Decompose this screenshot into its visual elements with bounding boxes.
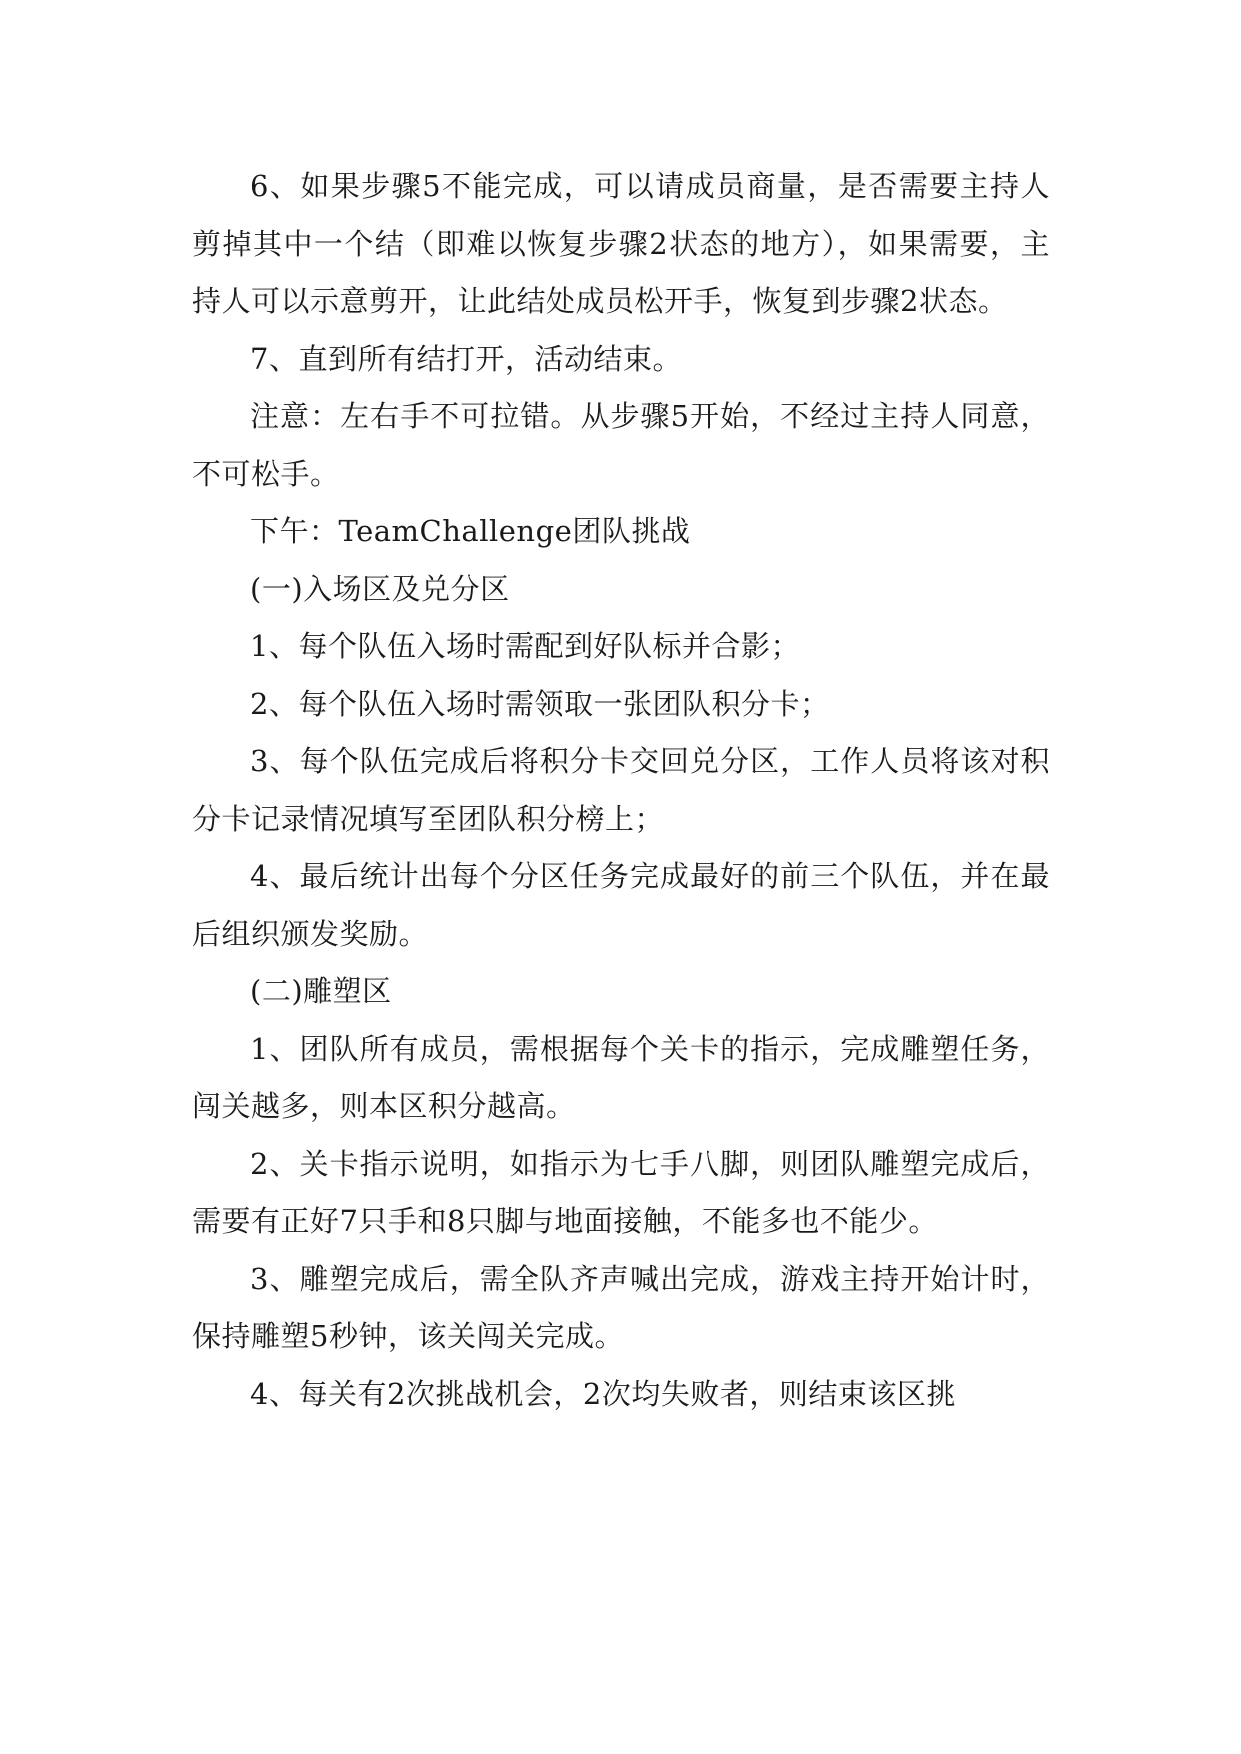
paragraph-step-6: 6、如果步骤5不能完成，可以请成员商量，是否需要主持人剪掉其中一个结（即难以恢复步骤2状态的地方），如果需要，主持人可以示意剪开，让此结处成员松开手，恢复到步骤2状态。 <box>192 169 1050 318</box>
paragraph-sculpture-item-1: 1、团队所有成员，需根据每个关卡的指示，完成雕塑任务，闯关越多，则本区积分越高。 <box>192 1031 1050 1123</box>
paragraph-step-7: 7、直到所有结打开，活动结束。 <box>250 341 682 376</box>
paragraph-entry-item-4: 4、最后统计出每个分区任务完成最好的前三个队伍，并在最后组织颁发奖励。 <box>192 859 1050 951</box>
paragraph-note: 注意：左右手不可拉错。从步骤5开始，不经过主持人同意，不可松手。 <box>192 399 1050 491</box>
section-heading-entry-zone: (一)入场区及兑分区 <box>250 571 510 606</box>
paragraph-sculpture-item-2: 2、关卡指示说明，如指示为七手八脚，则团队雕塑完成后，需要有正好7只手和8只脚与地面接触，不能多也不能少。 <box>192 1146 1050 1238</box>
paragraph-entry-item-2: 2、每个队伍入场时需领取一张团队积分卡； <box>250 686 830 721</box>
section-heading-sculpture-zone: (二)雕塑区 <box>250 974 392 1008</box>
paragraph-sculpture-item-3: 3、雕塑完成后，需全队齐声喊出完成，游戏主持开始计时，保持雕塑5秒钟，该关闯关完成。 <box>192 1261 1050 1353</box>
paragraph-sculpture-item-4: 4、每关有2次挑战机会，2次均失败者，则结束该区挑 <box>250 1376 956 1411</box>
paragraph-entry-item-1: 1、每个队伍入场时需配到好队标并合影； <box>250 629 800 663</box>
paragraph-afternoon-heading: 下午：TeamChallenge团队挑战 <box>250 514 691 548</box>
document-body <box>192 158 1050 1423</box>
paragraph-entry-item-3: 3、每个队伍完成后将积分卡交回兑分区，工作人员将该对积分卡记录情况填写至团队积分榜上； <box>192 744 1050 836</box>
